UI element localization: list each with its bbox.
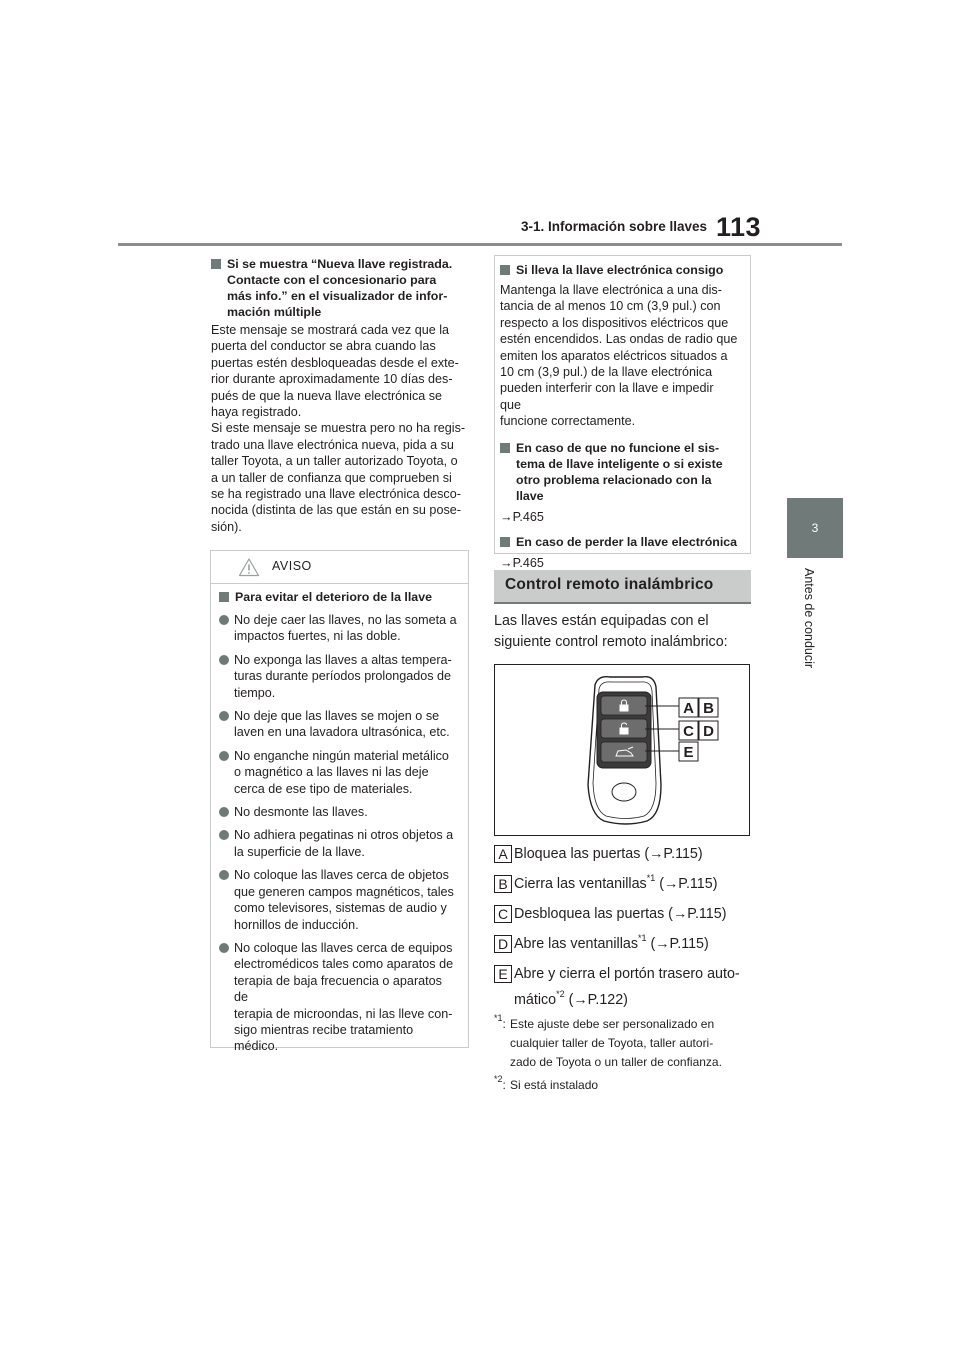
notice-bullet [219,867,459,933]
arrow-icon: → [663,876,679,892]
legend-letter: E [494,965,512,983]
legend-letter: C [494,905,512,923]
text-line: o magnético a las llaves ni las deje [234,765,429,780]
text-line: No exponga las llaves a altas tempera- [234,652,452,667]
heading-line: otro problema relacionado con la [516,472,712,487]
text-line: emiten los aparatos eléctricos situados a [500,348,728,363]
notice-bullet [219,708,459,741]
square-bullet-icon [211,259,221,269]
legend-text [514,965,740,984]
legend-letter: B [494,875,512,893]
info-heading-carry-key [500,262,738,278]
text-line: pués de que la nueva llave electrónica se [211,388,443,403]
legend-text: Abre las ventanillas$^{*1}$ (→P.115) [514,933,709,952]
section-header: 3-1. Información sobre llaves [521,219,708,234]
round-bullet-icon [219,943,229,953]
notice-bullet [219,652,459,701]
tailgate-button [601,742,647,762]
key-fob-illustration [495,665,749,835]
legend-letter: D [494,935,512,953]
arrow-icon: → [649,846,664,862]
notice-heading-text: Para evitar el deterioro de la llave [235,590,432,604]
text-line: Este ajuste debe ser personalizado en [510,1017,715,1031]
notice-heading [219,589,459,605]
info-box [494,255,751,571]
text-line: Mantenga la llave electrónica a una dis- [500,283,722,297]
page-number: 113 [716,212,762,242]
text-line: a un taller de confianza que comprueben si [211,470,452,485]
text-line: pueden interferir con la llave e impedir que [500,381,714,412]
section-heading: Control remoto inalámbrico [505,576,714,593]
text-line: No deje que las llaves se mojen o se [234,709,440,724]
legend-label: Desbloquea las puertas ( [514,906,673,922]
text-line: No desmonte las llaves. [234,805,368,820]
text-line: tancia de al menos 10 cm (3,9 pul.) con [500,299,721,314]
notice-box [210,550,469,1054]
legend-label: Abre y cierra el portón trasero auto- [514,966,740,982]
text-line: rior durante aproximadamente 10 días des- [211,372,453,387]
text-line: Las llaves están equipadas con el [494,613,709,629]
heading-line: En caso de que no funcione el sis- [516,440,720,455]
square-bullet-icon [500,443,510,453]
heading-line: llave [516,488,544,503]
arrow-icon: → [655,936,670,952]
figure-label-b: B [703,700,714,717]
text-line: No coloque las llaves cerca de equipos [234,940,453,955]
text-line: sigo mientras recibe tratamiento [234,1022,414,1037]
text-line: terapia de baja frecuencia o aparatos de [234,973,442,1005]
text-line: impactos fuertes, ni las doble. [234,629,401,644]
text-line: taller Toyota, a un taller autorizado Toyota, o [211,454,458,469]
chapter-title: Antes de conducir [802,568,816,669]
text-line: cerca de ese tipo de materiales. [234,781,413,796]
text-line: sión). [211,519,242,534]
chapter-tab: 3 [787,498,843,558]
legend-letter: A [494,845,512,863]
text-line: se ha registrado una llave electrónica desco- [211,487,461,502]
text-line: tiempo. [234,685,276,700]
page-reference-link[interactable]: →P.465 [500,556,544,571]
control-intro [494,611,754,653]
legend-label: Bloquea las puertas ( [514,846,650,862]
round-bullet-icon [219,711,229,721]
figure-label-e: E [683,744,694,761]
footnote-mark: $^{*2}$: [494,1074,506,1092]
legend-label: Abre las ventanillas [514,936,638,952]
text-line: respecto a los dispositivos eléctricos que [500,315,729,330]
round-bullet-icon [219,615,229,625]
key-fob-figure [494,664,750,836]
square-bullet-icon [219,592,229,602]
legend-text: Cierra las ventanillas$^{*1}$ (→P.115) [514,873,718,892]
page-reference-link[interactable]: P.115) [678,876,718,892]
round-bullet-icon [219,870,229,880]
round-bullet-icon [219,830,229,840]
page-reference-link[interactable]: P.115) [687,906,727,922]
notice-bullet [219,940,459,1055]
text-line: Si este mensaje se muestra pero no ha regis- [211,421,466,436]
footnote-text [510,1015,746,1072]
text-line: No coloque las llaves cerca de objetos [234,868,449,883]
page-reference-link[interactable]: P.115) [663,846,703,862]
notice-bullet [219,827,459,860]
heading-line: Si se muestra “Nueva llave registrada. [227,257,453,271]
info-heading-lost-key [500,534,738,550]
text-line: cualquier taller de Toyota, taller autori- [510,1036,714,1050]
arrow-icon: → [573,992,588,1008]
footnote-mark-text: *1 [494,1013,503,1023]
text-line: laven en una lavadora ultrasónica, etc. [234,725,450,740]
footnote-mark: $^{*1}$: [494,1013,506,1031]
text-line: No deje caer las llaves, no las someta a [234,613,457,627]
square-bullet-icon [500,265,510,275]
page-reference-link[interactable]: P.115) [669,936,709,952]
arrow-icon: → [672,906,688,922]
text-line: puerta del conductor se abra cuando las [211,339,436,354]
legend-text [514,845,703,864]
text-line: siguiente control remoto inalámbrico: [494,634,728,650]
heading-line: más info.” en el visualizador de infor- [227,289,448,303]
text-line: zado de Toyota o un taller de confianza. [510,1055,722,1069]
info-body [500,262,738,571]
legend-label: Cierra las ventanillas [514,876,647,892]
heading-line: Contacte con el concesionario para [227,273,437,287]
text-line: puertas estén desbloqueadas desde el exte- [211,355,459,370]
info-heading-malfunction [500,440,738,504]
notice-bullet [219,804,459,820]
square-bullet-icon [500,537,510,547]
text-line: Si está instalado [510,1078,599,1092]
new-key-paragraph [211,322,467,535]
text-line: 10 cm (3,9 pul.) de la llave electrónica [500,365,713,380]
page-reference-link[interactable]: →P.465 [500,509,544,524]
notice-bullet [219,612,459,645]
footnote-mark: *2 [556,989,565,999]
heading-text: En caso de perder la llave electrónica [516,535,738,550]
info-paragraph [500,282,738,430]
text-line: No adhiera pegatinas ni otros objetos a [234,828,454,843]
round-bullet-icon [219,751,229,761]
text-line: nocida (distinta de las que están en su pose- [211,503,461,518]
round-bullet-icon [219,655,229,665]
footnote-text [510,1076,746,1095]
left-intro-section [211,256,467,535]
notice-bullet [219,748,459,797]
text-line: Este mensaje se mostrará cada vez que la [211,323,450,337]
text-line: No enganche ningún material metálico [234,748,449,763]
figure-label-d: D [703,723,714,740]
text-line: médico. [234,1039,279,1054]
footnote-mark: *1 [637,933,647,943]
legend-label: mático [514,992,557,1008]
new-key-heading [211,256,467,320]
section-heading-bar [494,570,751,604]
legend-text [514,905,726,924]
page-reference-link[interactable]: P.122) [587,992,628,1008]
legend-text: mático$^{*2}$ (→P.122) [514,989,628,1008]
heading-line: tema de llave inteligente o si existe [516,456,723,471]
text-line: estén encendidos. Las ondas de radio que [500,332,738,347]
text-line: como televisores, sistemas de audio y [234,901,447,916]
notice-header [211,551,468,584]
text-line: haya registrado. [211,405,302,420]
text-line: terapia de microondas, ni las lleve con- [234,1006,453,1021]
footnote-mark: *1 [646,873,656,883]
heading-text: Si lleva la llave electrónica consigo [516,263,724,277]
text-line: funcione correctamente. [500,414,636,429]
round-bullet-icon [219,807,229,817]
text-line: la superficie de la llave. [234,844,365,859]
chapter-label [802,568,822,688]
text-line: electromédicos tales como aparatos de [234,957,454,972]
warning-triangle-icon [238,557,260,577]
notice-title: AVISO [272,559,312,573]
notice-body [219,587,459,1055]
header-rule [118,243,842,246]
figure-label-a: A [683,700,694,717]
text-line: turas durante períodos prolongados de [234,669,452,684]
figure-label-c: C [683,723,694,740]
text-line: que generen campos magnéticos, tales [234,884,454,899]
footnote-mark-text: *2 [494,1074,503,1084]
heading-line: mación múltiple [227,305,322,319]
text-line: hornillos de inducción. [234,917,359,932]
text-line: trado una llave electrónica nueva, pida a su [211,437,454,452]
